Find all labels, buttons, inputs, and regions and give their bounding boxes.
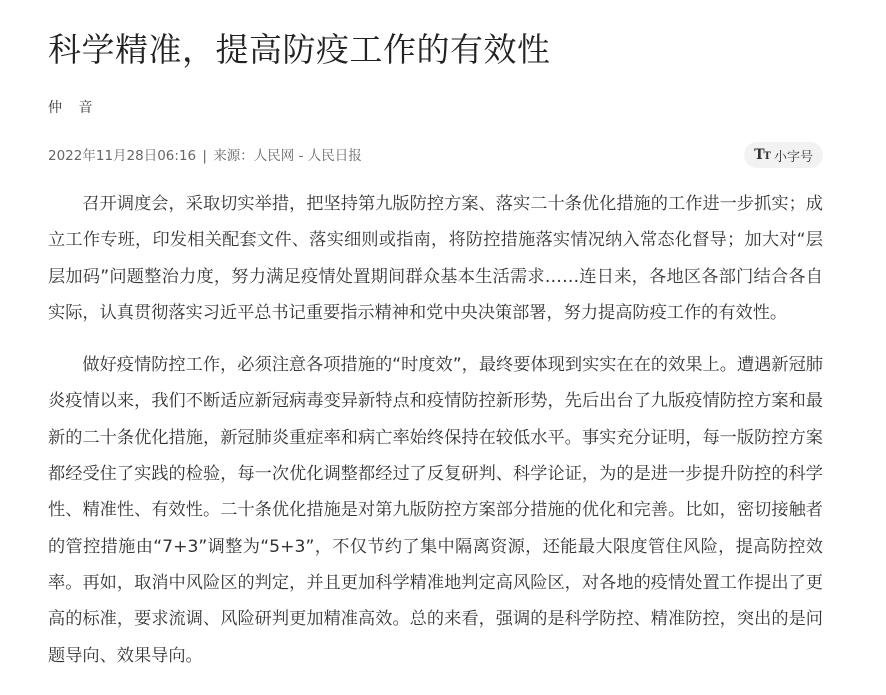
meta-separator: | — [202, 148, 207, 164]
font-size-button[interactable] — [744, 142, 823, 168]
publish-date: 2022年11月28日06:16 — [48, 148, 197, 164]
source-link[interactable]: 人民网 - 人民日报 — [253, 148, 362, 164]
paragraph-1: 召开调度会，采取切实举措，把坚持第九版防控方案、落实二十条优化措施的工作进一步抓实；成立工作专班，印发相关配套文件、落实细则或指南，将防控措施落实情况纳入常态化督导；加大对“层层加码”问题整治力度，努力满足疫情处置期间群众基本生活需求……连日来，各地区各部门结合各自实际，认真贯彻落实习近平总书记重要指示精神和党中央决策部署，努力提高防疫工作的有效性。 — [48, 194, 823, 323]
font-size-label: 小字号 — [773, 149, 813, 165]
article-meta — [48, 146, 362, 166]
text-size-icon: TT — [754, 147, 770, 163]
article — [48, 0, 823, 690]
article-title: 科学精准，提高防疫工作的有效性 — [48, 30, 551, 69]
article-meta-row — [48, 142, 823, 170]
source-label: 来源： — [213, 148, 254, 164]
paragraph-2: 做好疫情防控工作，必须注意各项措施的“时度效”，最终要体现到实实在在的效果上。遭遇新冠肺炎疫情以来，我们不断适应新冠病毒变异新特点和疫情防控新形势，先后出台了九版疫情防控方案和最新的二十条优化措施，新冠肺炎重症率和病亡率始终保持在较低水平。事实充分证明，每一版防控方案都经受住了实践的检验，每一次优化调整都经过了反复研判、科学论证，为的是进一步提升防控的科学性、精准性、有效性。二十条优化措施是对第九版防控方案部分措施的优化和完善。比如，密切接触者的管控措施由“7+3”调整为“5+3”，不仅节约了集中隔离资源，还能最大限度管住风险，提高防控效率。再如，取消中风险区的判定，并且更加科学精准地判定高风险区，对各地的疫情处置工作提出了更高的标准，要求流调、风险研判更加精准高效。总的来看，强调的是科学防控、精准防控，突出的是问题导向、效果导向。 — [48, 355, 823, 666]
article-author: 仲 音 — [48, 100, 99, 116]
article-body — [48, 186, 823, 674]
